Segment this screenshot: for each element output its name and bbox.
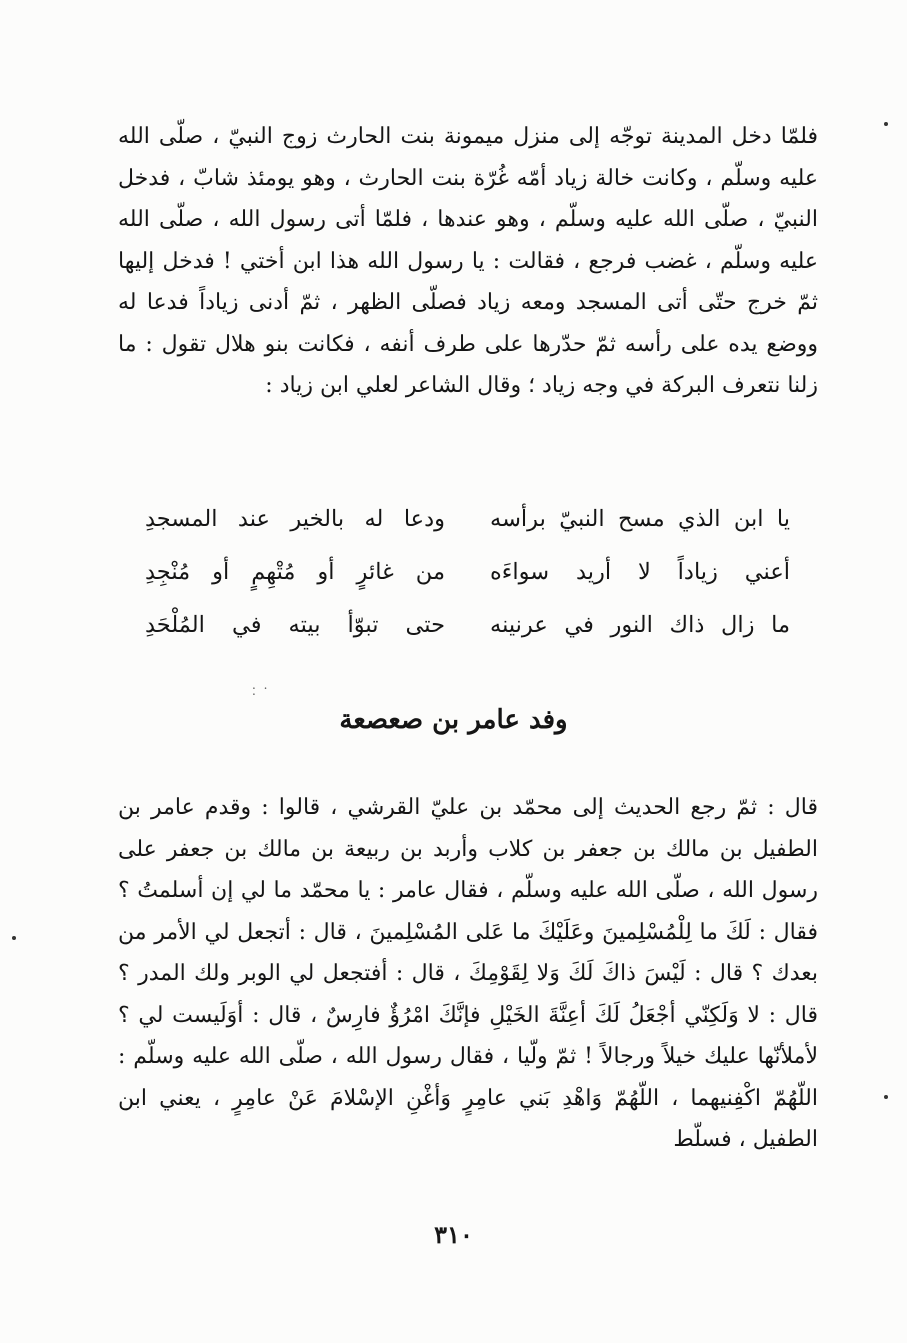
page-number: ٣١٠ xyxy=(434,1220,473,1249)
margin-speck xyxy=(884,122,888,126)
section-heading: وفد عامر بن صعصعة xyxy=(339,705,568,735)
poem-verse-2 xyxy=(145,545,790,598)
poem-hemistich-first: ما زال ذاك النور في عرنينه xyxy=(490,611,790,638)
bottom-paragraph xyxy=(118,787,818,1161)
poem-hemistich-second: حتى تبوّأ بيته في المُلْحَدِ xyxy=(145,611,445,638)
poem-hemistich-second: من غائرٍ أو مُتْهِمٍ أو مُنْجِدِ xyxy=(145,558,445,585)
paragraph-text: قال : ثمّ رجع الحديث إلى محمّد بن عليّ القرشي ، قالوا : وقدم عامر بن الطفيل بن مالك بن جعفر بن كلاب وأربد بن ربيعة بن مالك بن جعفر على رسول الله ، صلّى الله عليه وسلّم ، فقال عامر : يا محمّد ما لي إن أسلمتُ ؟ فقال : لَكَ ما لِلْمُسْلِمينَ وعَلَيْكَ ما عَلى المُسْلِمينَ ، قال : أتجعل لي الأمر من بعدك ؟ قال : لَيْسَ ذاكَ لَكَ وَلا لِقَوْمِكَ ، قال : أفتجعل لي الوبر ولك المدر ؟ قال : لا وَلَكِنّي أجْعَلُ لَكَ أعِنَّةَ الخَيْلِ فإنَّكَ امْرُؤٌ فارِسٌ ، قال : أوَلَيست لي ؟ لأملأنّها عليك خيلاً ورجالاً ! ثمّ ولّيا ، فقال رسول الله ، صلّى الله عليه وسلّم : اللّهُمّ اكْفِنيهما ، اللّهُمّ وَاهْدِ بَني عامِرٍ وَأغْنِ الإسْلامَ عَنْ عامِرٍ ، يعني ابن الطفيل ، فسلّط xyxy=(118,795,819,1152)
poem-verse-3 xyxy=(145,598,790,651)
poem-hemistich-first: أعني زياداً لا أريد سواءَه xyxy=(490,558,790,585)
ornament-dots: . . . xyxy=(252,678,270,698)
poem-hemistich-second: ودعا له بالخير عند المسجدِ xyxy=(145,505,445,532)
top-paragraph xyxy=(118,116,818,407)
margin-speck xyxy=(884,1095,888,1099)
paragraph-text: فلمّا دخل المدينة توجّه إلى منزل ميمونة بنت الحارث زوج النبيّ ، صلّى الله عليه وسلّم ، وكانت خالة زياد أمّه غُرّة بنت الحارث ، وهو يومئذ شابّ ، فدخل النبيّ ، صلّى الله عليه وسلّم ، وهو عندها ، فلمّا أتى رسول الله ، صلّى الله عليه وسلّم ، غضب فرجع ، فقالت : يا رسول الله هذا ابن أختي ! فدخل إليها ثمّ خرج حتّى أتى المسجد ومعه زياد فصلّى الظهر ، ثمّ أدنى زياداً فدعا له ووضع يده على رأسه ثمّ حدّرها على طرف أنفه ، فكانت بنو هلال تقول : ما زلنا نتعرف البركة في وجه زياد ؛ وقال الشاعر لعلي ابن زياد : xyxy=(118,124,818,398)
margin-speck xyxy=(12,936,16,940)
poem-hemistich-first: يا ابن الذي مسح النبيّ برأسه xyxy=(490,505,790,532)
poem-verse-1 xyxy=(145,492,790,545)
poem xyxy=(145,492,790,651)
